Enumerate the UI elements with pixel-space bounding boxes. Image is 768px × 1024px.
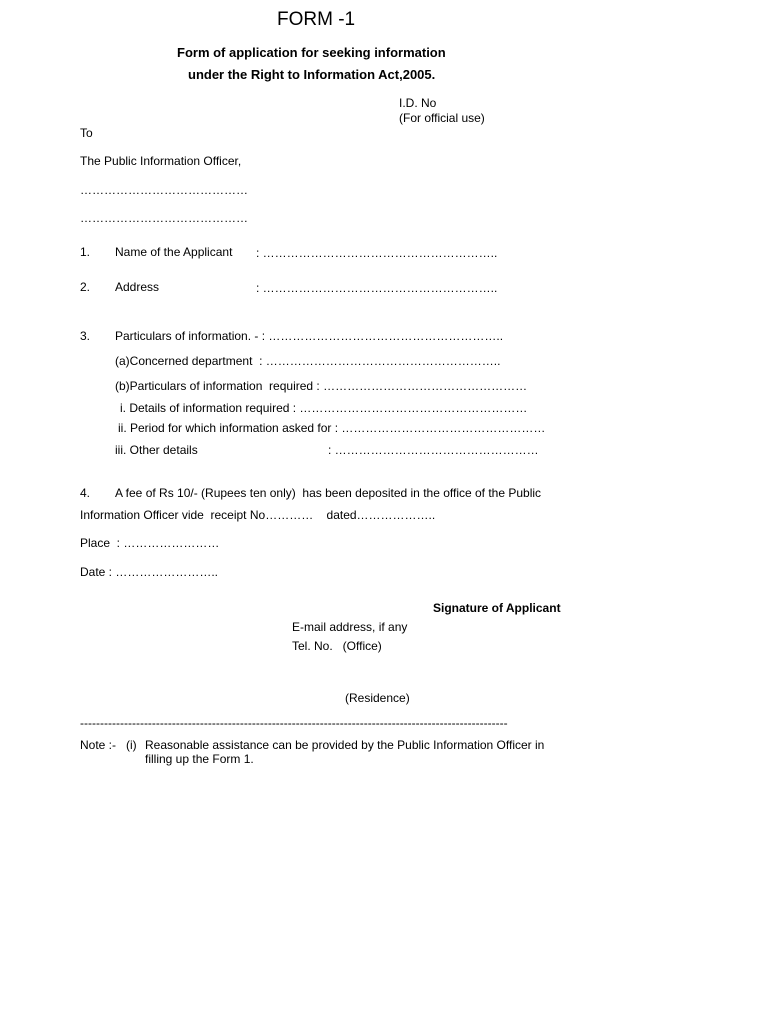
applicant-name-field: : …………………………………………………..: [256, 246, 498, 260]
other-details-label: iii. Other details: [115, 443, 198, 457]
form-subtitle-line2: under the Right to Information Act,2005.: [188, 67, 436, 82]
note-line1: Reasonable assistance can be provided by the Public Information Officer in: [145, 738, 545, 752]
item1-number: 1.: [80, 245, 91, 259]
place-field: Place : ……………………: [80, 536, 220, 550]
residence-label: (Residence): [345, 691, 410, 705]
signature-label: Signature of Applicant: [433, 601, 561, 615]
particulars-required-field: (b)Particulars of information required : ……………………………………………: [115, 379, 528, 393]
note-label: Note :- (i): [80, 738, 137, 752]
id-no-label: I.D. No: [399, 96, 437, 110]
form-number: FORM -1: [277, 9, 356, 30]
separator-line: -----------------------------------------------------------------------------------------------------------: [80, 716, 508, 730]
address-label: Address: [115, 280, 160, 294]
address-field-line1: ……………………………………: [80, 183, 248, 197]
to-label: To: [80, 126, 93, 140]
email-label: E-mail address, if any: [292, 620, 408, 634]
item3-number: 3.: [80, 329, 91, 343]
telephone-label: Tel. No. (Office): [292, 639, 382, 653]
note-line2: filling up the Form 1.: [145, 752, 254, 766]
item2-number: 2.: [80, 280, 91, 294]
official-use-label: (For official use): [399, 111, 485, 125]
fee-statement-line2: Information Officer vide receipt No………… dated………………..: [80, 508, 436, 522]
addressee-label: The Public Information Officer,: [80, 154, 242, 168]
concerned-department-field: (a)Concerned department : …………………………………………………..: [115, 354, 501, 368]
period-asked-field: ii. Period for which information asked for : ……………………………………………: [118, 421, 546, 435]
applicant-name-label: Name of the Applicant: [115, 245, 233, 259]
address-field: : …………………………………………………..: [256, 281, 498, 295]
fee-statement-line1: A fee of Rs 10/- (Rupees ten only) has been deposited in the office of the Public: [115, 486, 542, 500]
address-field-line2: ……………………………………: [80, 211, 248, 225]
particulars-of-information: Particulars of information. - : …………………………………………………..: [115, 329, 504, 343]
other-details-field: : ……………………………………………: [328, 443, 539, 457]
item4-number: 4.: [80, 486, 91, 500]
details-required-field: i. Details of information required : …………………………………………………: [120, 401, 528, 415]
date-field: Date : ……………………..: [80, 565, 219, 579]
form-subtitle-line1: Form of application for seeking information: [177, 45, 446, 60]
